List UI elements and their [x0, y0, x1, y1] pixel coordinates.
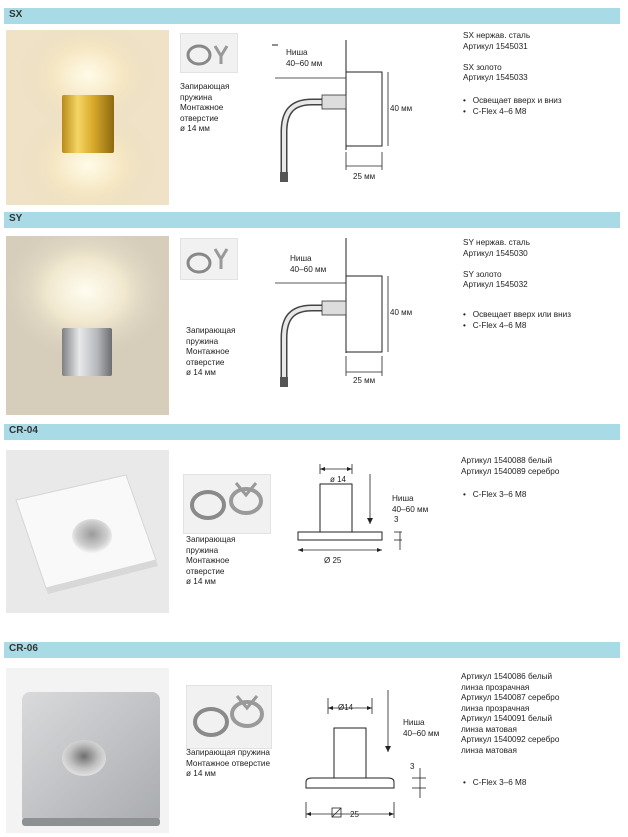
- cr06-niche-label: Ниша 40–60 мм: [403, 718, 440, 738]
- cr04-spring-clip-image: [183, 474, 271, 534]
- sy-dimension-drawing: [262, 238, 402, 398]
- cr06-spring-clip-image: [186, 685, 272, 749]
- sx-dimension-drawing: [262, 40, 402, 190]
- sy-lamp-illustration: [6, 236, 169, 415]
- sx-bullet: • Освещает вверх и вниз: [463, 96, 562, 105]
- sx-article-info: SX нержав. сталь Артикул 1545031 SX золото Артикул 1545033: [463, 31, 531, 82]
- cr06-dimension-drawing: [300, 690, 430, 820]
- cr04-niche-label: Ниша 40–60 мм: [392, 494, 429, 514]
- sx-lamp-illustration: [6, 30, 169, 205]
- cr04-base-dim: Ø 25: [324, 556, 342, 565]
- cr04-top-dim: ø 14: [330, 475, 347, 484]
- sy-article-info: SY нержав. сталь Артикул 1545030 SY золото Артикул 1545032: [463, 238, 530, 289]
- section-header-cr04: [4, 424, 620, 440]
- cr06-article-info: Артикул 1540086 белый линза прозрачная Артикул 1540087 серебро линза прозрачная Артикул 1540091 белый линза матовая Артикул 1540092 серебро линза матовая: [461, 672, 560, 755]
- sy-bullet: • Освещает вверх или вниз: [463, 310, 571, 319]
- cr06-top-dim: Ø14: [338, 703, 354, 712]
- section-title: SY: [9, 213, 23, 224]
- sx-width-label: 25 мм: [353, 172, 376, 181]
- cr04-plate-illustration: [6, 450, 169, 613]
- sx-product-photo: [6, 30, 169, 205]
- sx-spring-clip-image: [180, 33, 238, 73]
- sx-bullet: • C-Flex 4–6 M8: [463, 107, 527, 116]
- section-title: CR-06: [9, 643, 38, 654]
- cr06-clip-note: Запирающая пружина Монтажное отверстие ø 14 мм: [186, 748, 271, 778]
- sx-clip-note: Запирающая пружина Монтажное отверстие ø 14 мм: [180, 82, 230, 133]
- sy-height-label: 40 мм: [390, 308, 413, 317]
- cr06-bullet: • C-Flex 3–6 M8: [463, 778, 527, 787]
- cr04-bullet: • C-Flex 3–6 M8: [463, 490, 527, 499]
- section-header-sy: [4, 212, 620, 228]
- section-header-cr06: [4, 642, 620, 658]
- sx-niche-label: Ниша 40–60 мм: [286, 48, 323, 68]
- sy-width-label: 25 мм: [353, 376, 376, 385]
- cr06-plate-illustration: [6, 668, 169, 833]
- sy-clip-note: Запирающая пружина Монтажное отверстие ø 14 мм: [186, 326, 236, 377]
- section-title: SX: [9, 9, 23, 20]
- cr06-base-dim: 25: [350, 810, 359, 819]
- sy-bullet: • C-Flex 4–6 M8: [463, 321, 527, 330]
- cr04-dimension-drawing: [292, 462, 402, 562]
- cr04-thickness-label: 3: [394, 515, 399, 524]
- sy-niche-label: Ниша 40–60 мм: [290, 254, 327, 274]
- section-title: CR-04: [9, 425, 38, 436]
- sx-height-label: 40 мм: [390, 104, 413, 113]
- cr06-thickness-label: 3: [410, 762, 415, 771]
- section-header-sx: [4, 8, 620, 24]
- sy-product-photo: [6, 236, 169, 415]
- cr04-product-photo: [6, 450, 169, 613]
- cr04-clip-note: Запирающая пружина Монтажное отверстие ø 14 мм: [186, 535, 236, 586]
- sy-spring-clip-image: [180, 238, 238, 280]
- cr04-article-info: Артикул 1540088 белый Артикул 1540089 серебро: [461, 456, 560, 476]
- cr06-product-photo: [6, 668, 169, 833]
